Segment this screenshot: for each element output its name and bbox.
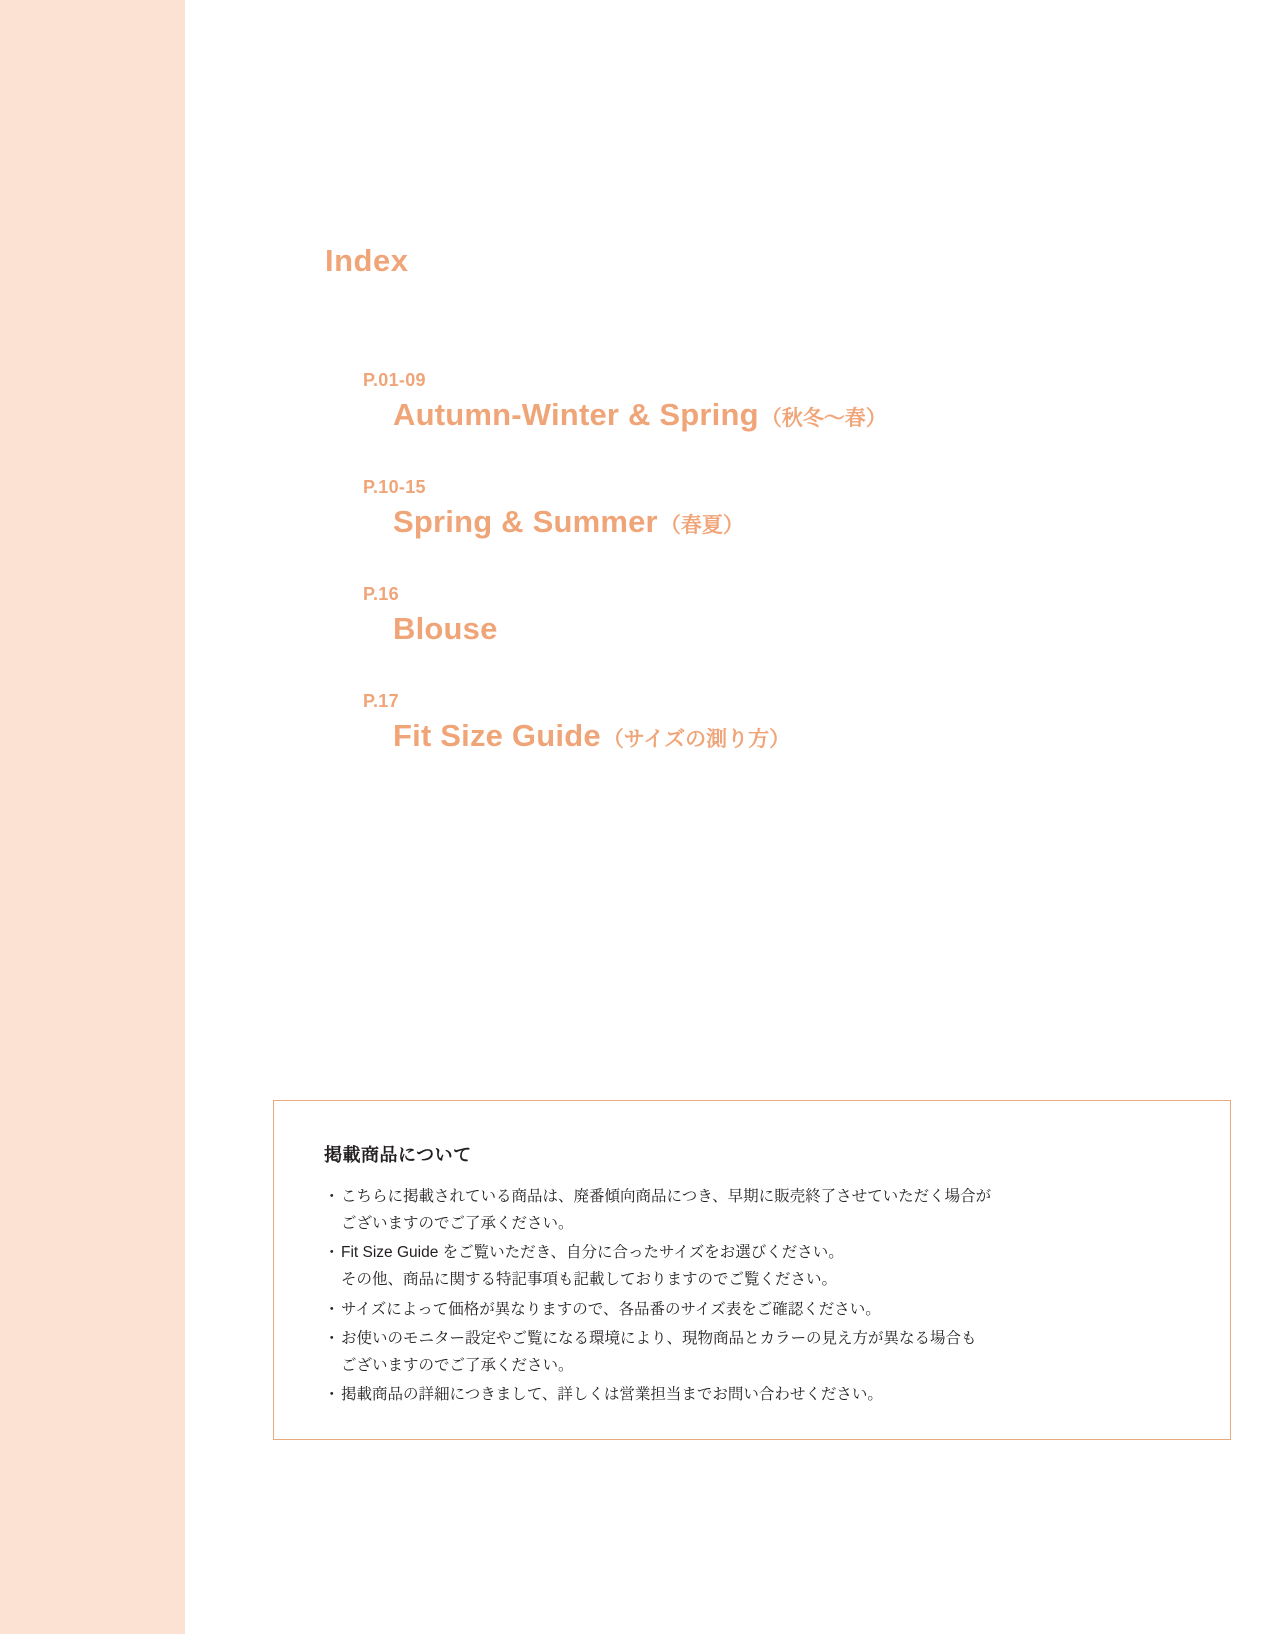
toc-title-en: Spring & Summer [393, 504, 658, 539]
notice-item-line2: その他、商品に関する特記事項も記載しておりますのでご覧ください。 [341, 1271, 838, 1289]
table-of-contents [363, 370, 1163, 798]
left-color-band [0, 0, 185, 1634]
toc-title-line [363, 397, 1163, 433]
bullet-icon: ・ [324, 1188, 340, 1205]
page-title: Index [325, 243, 409, 278]
notice-item-text [341, 1239, 1190, 1293]
notice-item-line1: お使いのモニター設定やご覧になる環境により、現物商品とカラーの見え方が異なる場合も [341, 1329, 977, 1347]
notice-item-text [341, 1183, 1190, 1237]
list-item [324, 1183, 1190, 1237]
toc-page-range: P.16 [363, 584, 399, 604]
notice-item-line2: ございますのでご了承ください。 [341, 1215, 574, 1233]
notice-box [273, 1100, 1231, 1440]
notice-item-text [341, 1325, 1190, 1379]
toc-title-en: Fit Size Guide [393, 718, 601, 753]
notice-item-line1: サイズによって価格が異なりますので、各品番のサイズ表をご確認ください。 [341, 1300, 881, 1318]
notice-item-text [341, 1381, 1190, 1408]
toc-page-range: P.17 [363, 691, 399, 711]
toc-title-line [363, 611, 1163, 647]
toc-entry[interactable] [363, 584, 1163, 647]
toc-entry[interactable] [363, 477, 1163, 540]
notice-item-line1: こちらに掲載されている商品は、廃番傾向商品につき、早期に販売終了させていただく場合が [341, 1188, 992, 1205]
toc-title-jp: （秋冬〜春） [760, 407, 887, 430]
toc-title-jp: （サイズの測り方） [602, 728, 791, 751]
toc-entry[interactable] [363, 370, 1163, 433]
list-item [324, 1296, 1190, 1323]
toc-title-line [363, 718, 1163, 754]
page-content [185, 0, 1280, 1634]
list-item [324, 1325, 1190, 1379]
notice-item-line1: Fit Size Guide をご覧いただき、自分に合ったサイズをお選びください。 [341, 1244, 844, 1262]
notice-title: 掲載商品について [324, 1145, 472, 1165]
notice-item-text [341, 1296, 1190, 1323]
toc-page-range: P.01-09 [363, 370, 426, 390]
bullet-icon: ・ [324, 1385, 340, 1403]
list-item [324, 1381, 1190, 1408]
toc-page-range: P.10-15 [363, 477, 426, 497]
notice-item-line1: 掲載商品の詳細につきまして、詳しくは営業担当までお問い合わせください。 [341, 1385, 883, 1403]
bullet-icon: ・ [324, 1329, 340, 1347]
list-item [324, 1239, 1190, 1293]
toc-title-en: Blouse [393, 611, 498, 646]
toc-title-en: Autumn-Winter & Spring [393, 397, 759, 432]
toc-title-jp: （春夏） [659, 514, 744, 537]
bullet-icon: ・ [324, 1300, 340, 1318]
toc-title-line [363, 504, 1163, 540]
notice-list [324, 1183, 1190, 1410]
toc-entry[interactable] [363, 691, 1163, 754]
notice-item-line2: ございますのでご了承ください。 [341, 1356, 574, 1374]
bullet-icon: ・ [324, 1244, 340, 1262]
